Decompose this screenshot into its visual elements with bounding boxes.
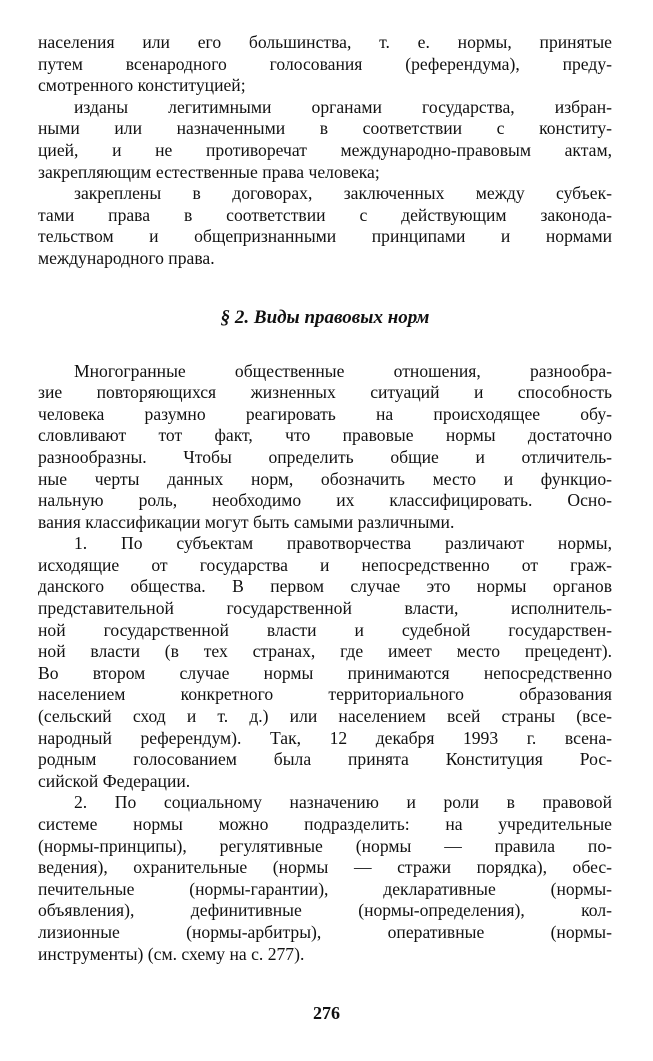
text-line: изданы легитимными органами государства, избран- [74, 96, 612, 117]
text-line: лизионные (нормы-арбитры), оперативные (нормы- [38, 921, 612, 942]
text-line: Во втором случае нормы принимаются непосредственно [38, 662, 612, 683]
text-line: ведения), охранительные (нормы — стражи порядка), обес- [38, 857, 612, 878]
section-heading: § 2. Виды правовых норм [220, 306, 430, 328]
paragraph [38, 361, 612, 534]
paragraph [38, 533, 612, 792]
text-line: закрепляющим естественные права человека; [38, 161, 380, 182]
text-line: объявления), дефинитивные (нормы-определения), кол- [38, 900, 612, 921]
text-line: инструменты) (см. схему на с. 277). [38, 943, 305, 964]
paragraph [38, 792, 612, 965]
text-line: (нормы-принципы), регулятивные (нормы — правила по- [38, 835, 612, 856]
paragraph [38, 97, 612, 183]
text-line: данского общества. В первом случае это нормы органов [38, 576, 612, 597]
text-line: представительной государственной власти, исполнитель- [38, 598, 612, 619]
page-text [38, 32, 612, 965]
text-line: населением конкретного территориального образования [38, 684, 612, 705]
text-line: ные черты данных норм, обозначить место и функцио- [38, 468, 612, 489]
text-line: населения или его большинства, т. е. нормы, принятые [38, 32, 612, 52]
text-line: нальную роль, необходимо их классифицировать. Осно- [38, 490, 612, 511]
paragraph [38, 32, 612, 97]
text-line: путем всенародного голосования (референдума), преду- [38, 53, 612, 74]
text-line: печительные (нормы-гарантии), декларативные (нормы- [38, 878, 612, 899]
text-line: вания классификации могут быть самыми различными. [38, 511, 455, 532]
text-line: 1. По субъектам правотворчества различают нормы, [74, 533, 612, 554]
text-line: ной власти (в тех странах, где имеет место прецедент). [38, 641, 612, 662]
text-line: словливают тот факт, что правовые нормы достаточно [38, 425, 612, 446]
text-line: разнообразны. Чтобы определить общие и отличитель- [38, 446, 612, 467]
text-line: цией, и не противоречат международно-правовым актам, [38, 139, 612, 160]
text-line: закреплены в договорах, заключенных между субъек- [74, 183, 612, 204]
text-line: международного права. [38, 247, 215, 268]
text-line: (сельский сход и т. д.) или населением всей страны (все- [38, 706, 612, 727]
text-line: родным голосованием была принята Конституция Рос- [38, 749, 612, 770]
text-line: 2. По социальному назначению и роли в правовой [74, 792, 612, 813]
text-line: тами права в соответствии с действующим законода- [38, 204, 612, 225]
paragraph [38, 183, 612, 269]
text-line: ной государственной власти и судебной государствен- [38, 619, 612, 640]
text-line: Многогранные общественные отношения, разнообра- [74, 360, 612, 381]
text-line: зие повторяющихся жизненных ситуаций и способность [38, 382, 612, 403]
text-line: системе нормы можно подразделить: на учредительные [38, 814, 612, 834]
text-line: сийской Федерации. [38, 770, 191, 791]
text-line: ными или назначенными в соответствии с конститу- [38, 118, 612, 139]
text-line: исходящие от государства и непосредственно от граж- [38, 554, 612, 575]
text-line: смотренного конституцией; [38, 75, 246, 96]
page-number: 276 [313, 1003, 340, 1023]
text-line: народный референдум). Так, 12 декабря 1993 г. всена- [38, 727, 612, 748]
text-line: человека разумно реагировать на происходящее обу- [38, 403, 612, 424]
text-line: тельством и общепризнанными принципами и нормами [38, 226, 612, 247]
